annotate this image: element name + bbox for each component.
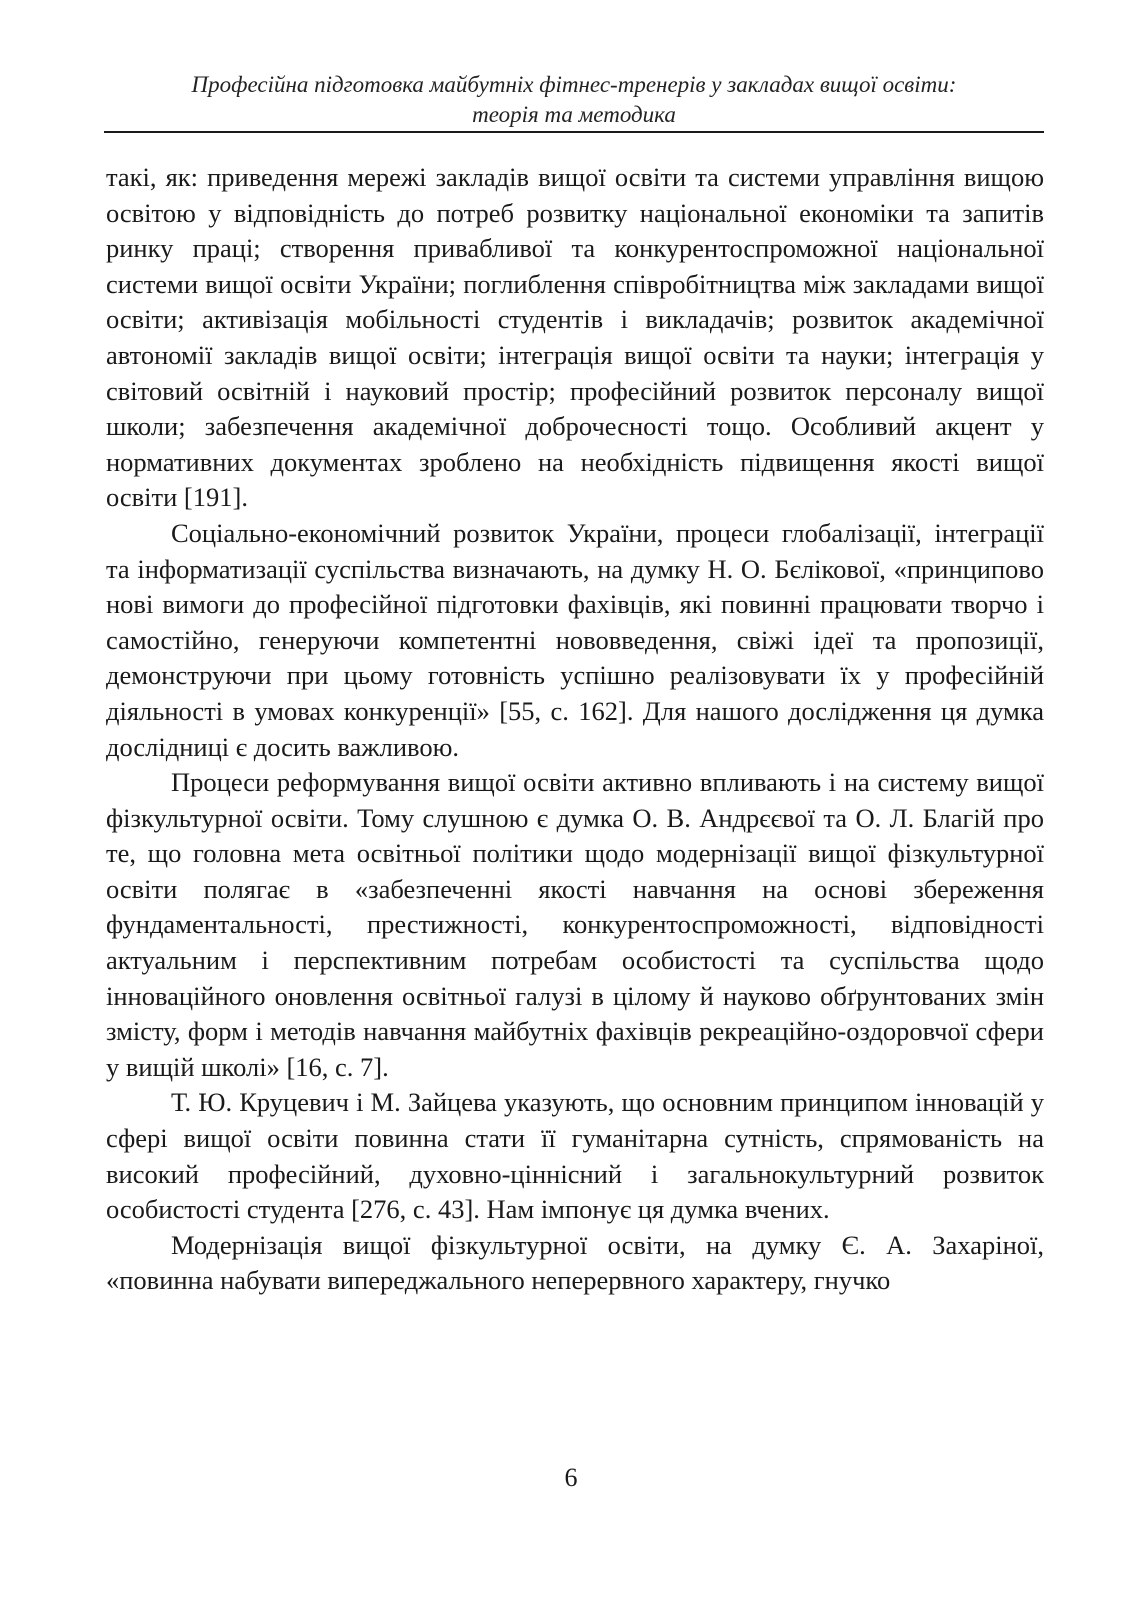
running-header-line-1: Професійна підготовка майбутніх фітнес-тренерів у закладах вищої освіти: xyxy=(191,72,957,97)
paragraph: Процеси реформування вищої освіти активно впливають і на систему вищої фізкультурної освіти. Тому слушною є думка О. В. Андрєєвої та О. Л. Благій про те, що головна мета освітньої політики щодо модернізації вищої фізкультурної освіти полягає в «забезпеченні якості навчання на основі збереження фундаментальності, престижності, конкурентоспроможності, відповідності актуальним і перспективним потребам особистості та суспільства щодо інноваційного оновлення освітньої галузі в цілому й науково обґрунтованих змін змісту, форм і методів навчання майбутніх фахівців рекреаційно-оздоровчої сфери у вищій школі» [16, с. 7]. xyxy=(106,767,1044,1082)
paragraph: Модернізація вищої фізкультурної освіти, на думку Є. А. Захаріної, «повинна набувати випереджального неперервного характеру, гнучко xyxy=(106,1229,1044,1296)
page-number: 6 xyxy=(564,1463,578,1492)
running-header-line-2: теорія та методика xyxy=(472,102,676,127)
paragraph-continuation: такі, як: приведення мережі закладів вищої освіти та системи управління вищою освітою у відповідність до потреб розвитку національної економіки та запитів ринку праці; створення привабливої та конкурентоспроможної національної системи вищої освіти України; поглиблення співробітництва між закладами вищої освіти; активізація мобільності студентів і викладачів; розвиток академічної автономії закладів вищої освіти; інтеграція вищої освіти та науки; інтеграція у світовий освітній і науковий простір; професійний розвиток персоналу вищої школи; забезпечення академічної доброчесності тощо. Особливий акцент у нормативних документах зроблено на необхідність підвищення якості вищої освіти [191]. xyxy=(106,162,1044,513)
paragraph: Соціально-економічний розвиток України, процеси глобалізації, інтеграції та інформатизації суспільства визначають, на думку Н. О. Бєлікової, «принципово нові вимоги до професійної підготовки фахівців, які повинні працювати творчо і самостійно, генеруючи компетентні нововведення, свіжі ідеї та пропозиції, демонструючи при цьому готовність успішно реалізовувати їх у професійній діяльності в умовах конкуренції» [55, с. 162]. Для нашого дослідження ця думка дослідниці є досить важливою. xyxy=(106,517,1044,762)
running-header xyxy=(104,70,1044,130)
paragraph: Т. Ю. Круцевич і М. Зайцева указують, що основним принципом інновацій у сфері вищої освіти повинна стати її гуманітарна сутність, спрямованість на високий професійний, духовно-ціннісний і загальнокультурний розвиток особистості студента [276, с. 43]. Нам імпонує ця думка вчених. xyxy=(106,1087,1044,1225)
header-divider xyxy=(104,131,1044,133)
body-text xyxy=(106,160,1044,1299)
